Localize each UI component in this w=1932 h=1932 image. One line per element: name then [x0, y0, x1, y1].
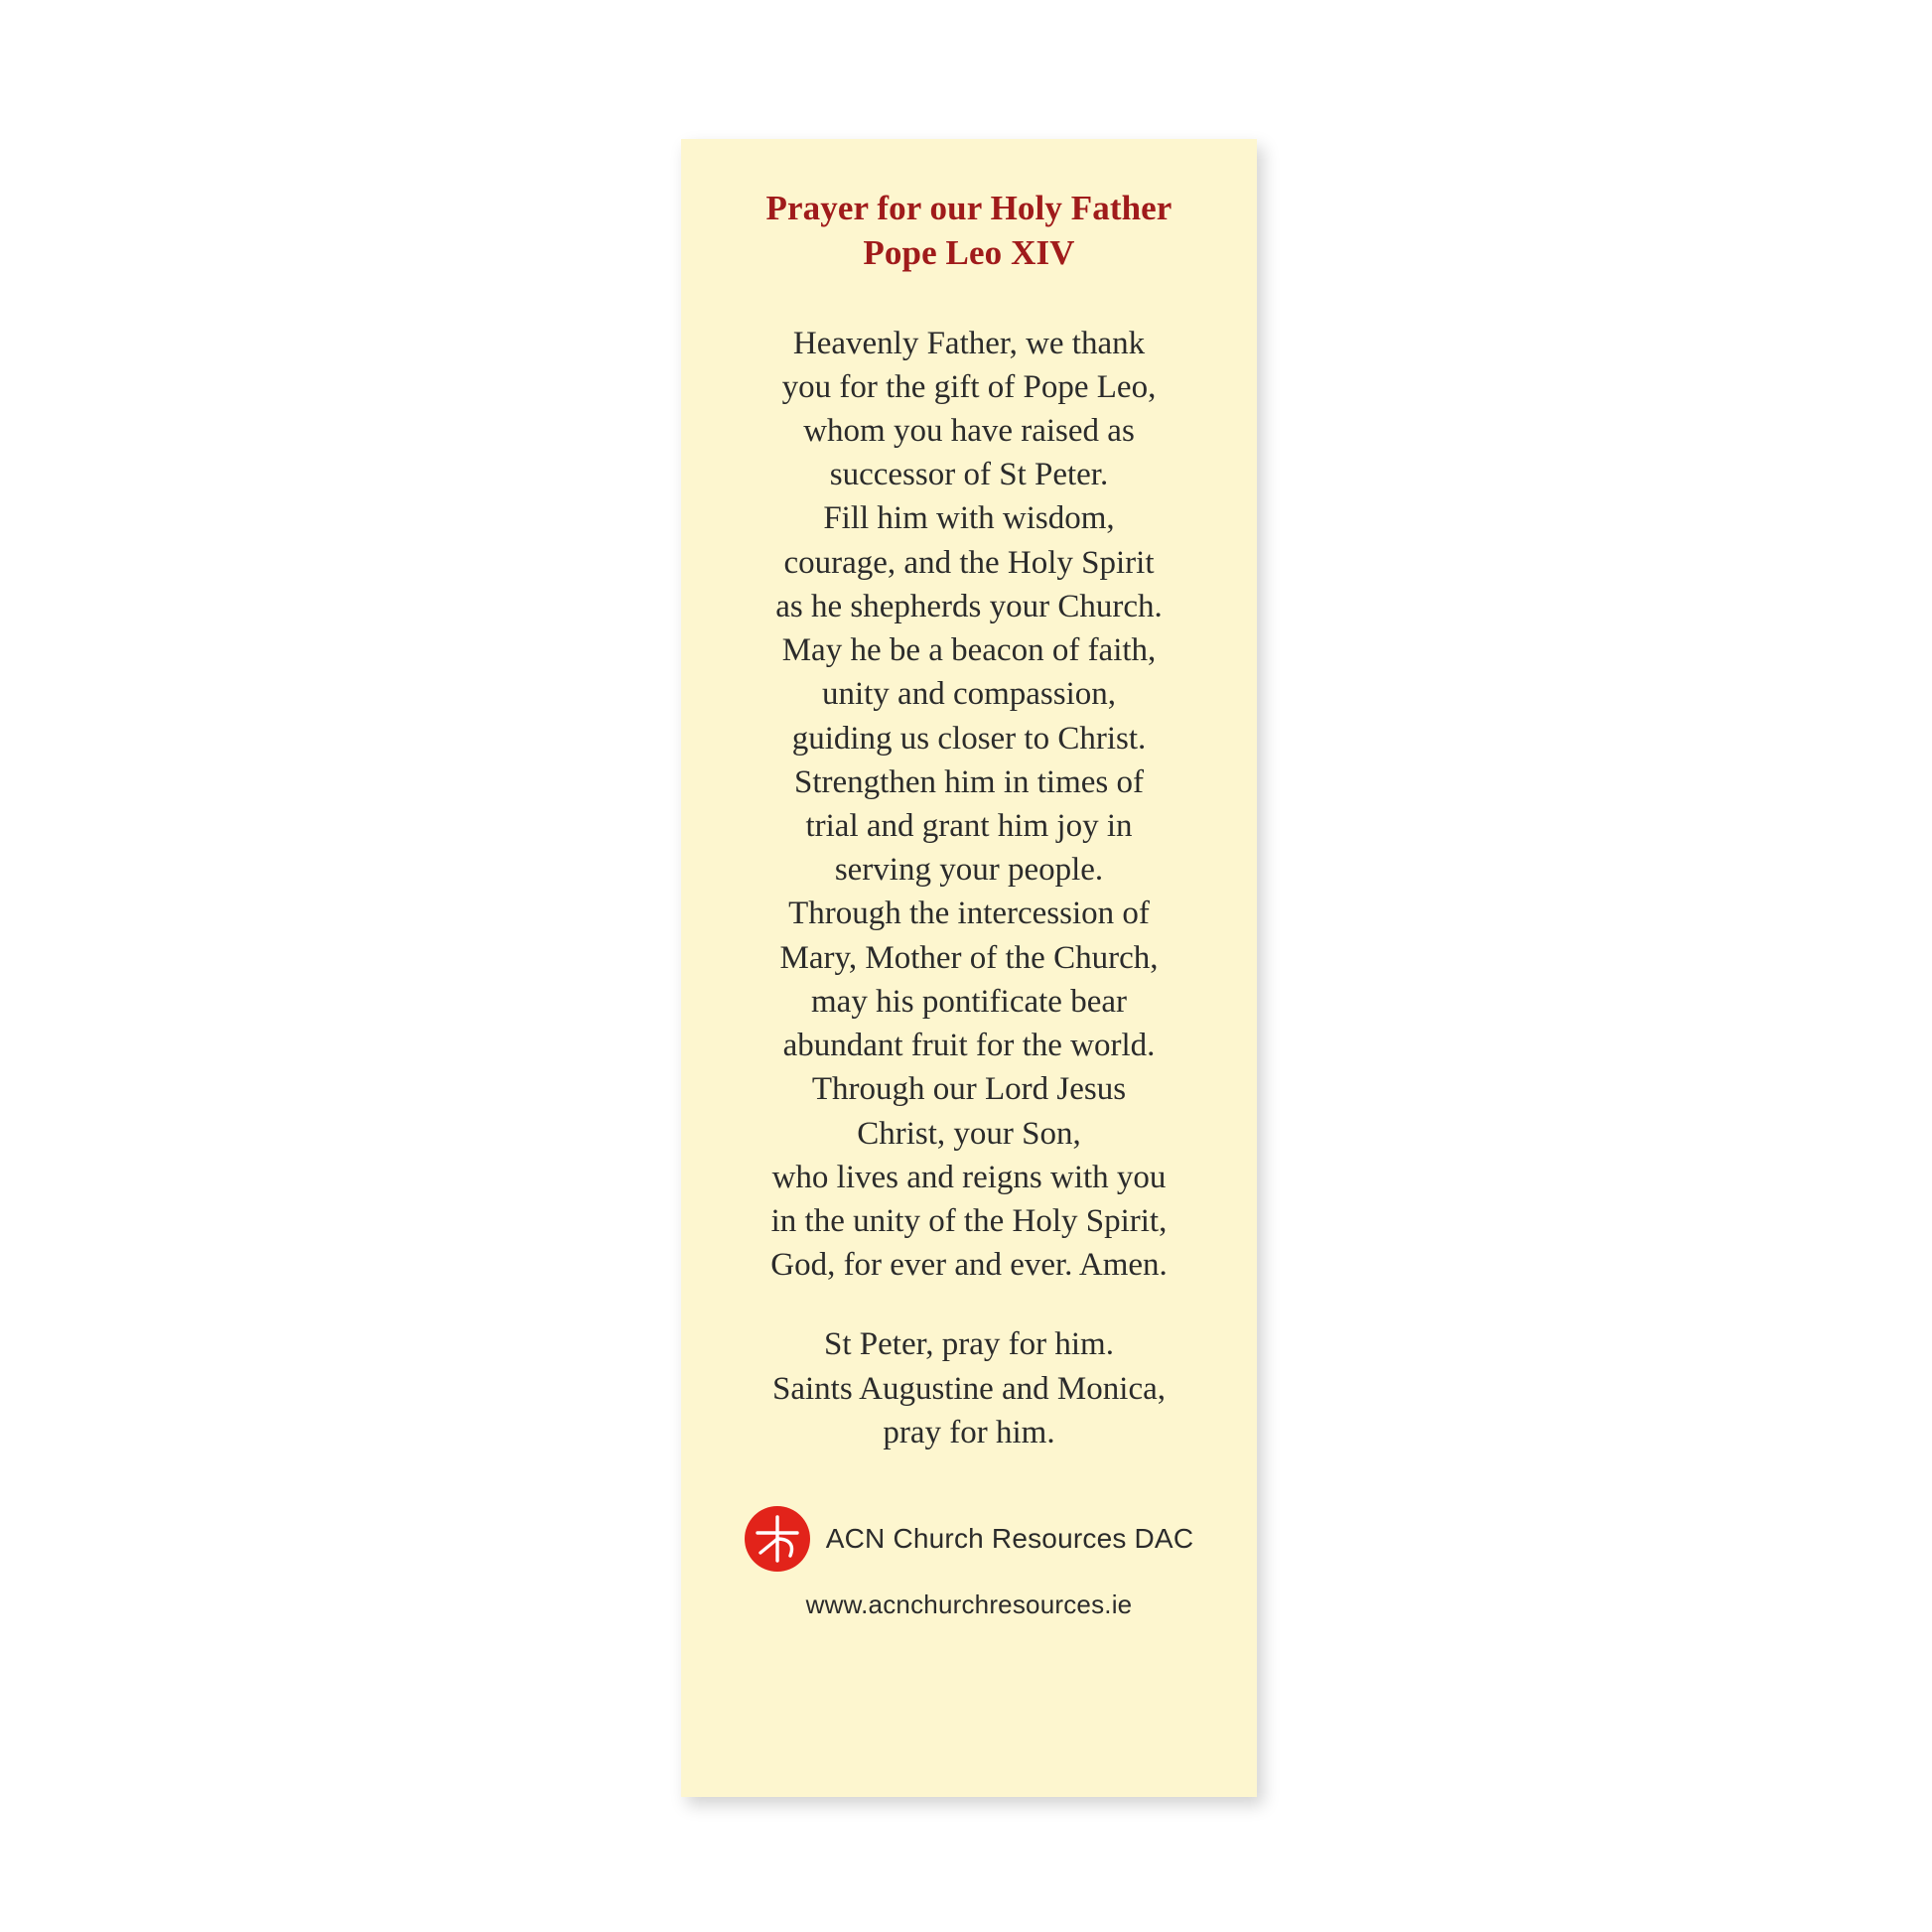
- prayer-line: may his pontificate bear: [811, 983, 1127, 1020]
- title-line-1: Prayer for our Holy Father: [765, 189, 1173, 227]
- prayer-line: Through our Lord Jesus: [811, 1071, 1127, 1108]
- prayer-card: [681, 139, 1257, 1797]
- prayer-line: unity and compassion,: [821, 676, 1117, 713]
- prayer-line: in the unity of the Holy Spirit,: [770, 1202, 1168, 1239]
- prayer-line: who lives and reigns with you: [771, 1159, 1167, 1195]
- prayer-line: as he shepherds your Church.: [775, 588, 1163, 624]
- prayer-line: May he be a beacon of faith,: [781, 632, 1157, 669]
- prayer-line: whom you have raised as: [803, 413, 1135, 450]
- prayer-line: Fill him with wisdom,: [823, 500, 1115, 537]
- intercession-line: Saints Augustine and Monica,: [772, 1370, 1166, 1407]
- prayer-line: serving your people.: [834, 852, 1104, 889]
- page-title: [766, 187, 1173, 276]
- prayer-line: Mary, Mother of the Church,: [779, 939, 1159, 976]
- intercession-line: pray for him.: [883, 1414, 1055, 1450]
- prayer-line: God, for ever and ever. Amen.: [770, 1247, 1168, 1284]
- intercession-body: [721, 1322, 1217, 1454]
- website-url[interactable]: www.acnchurchresources.ie: [805, 1589, 1133, 1620]
- intercession-line: St Peter, pray for him.: [824, 1326, 1114, 1363]
- prayer-line: courage, and the Holy Spirit: [783, 544, 1155, 581]
- prayer-line: you for the gift of Pope Leo,: [781, 368, 1157, 405]
- prayer-line: Christ, your Son,: [857, 1115, 1081, 1152]
- prayer-line: trial and grant him joy in: [805, 808, 1133, 844]
- prayer-body: [721, 322, 1217, 1288]
- organisation-name: ACN Church Resources DAC: [825, 1523, 1194, 1555]
- prayer-line: Strengthen him in times of: [794, 763, 1144, 800]
- prayer-line: abundant fruit for the world.: [782, 1028, 1156, 1064]
- prayer-line: Through the intercession of: [788, 896, 1150, 932]
- card-footer: [721, 1506, 1217, 1620]
- prayer-line: successor of St Peter.: [829, 457, 1109, 493]
- prayer-line: Heavenly Father, we thank: [792, 325, 1146, 361]
- title-line-2: Pope Leo XIV: [863, 232, 1075, 272]
- acn-cross-circle-icon: [745, 1506, 810, 1572]
- prayer-line: guiding us closer to Christ.: [791, 720, 1147, 757]
- brand-row: [745, 1506, 1193, 1572]
